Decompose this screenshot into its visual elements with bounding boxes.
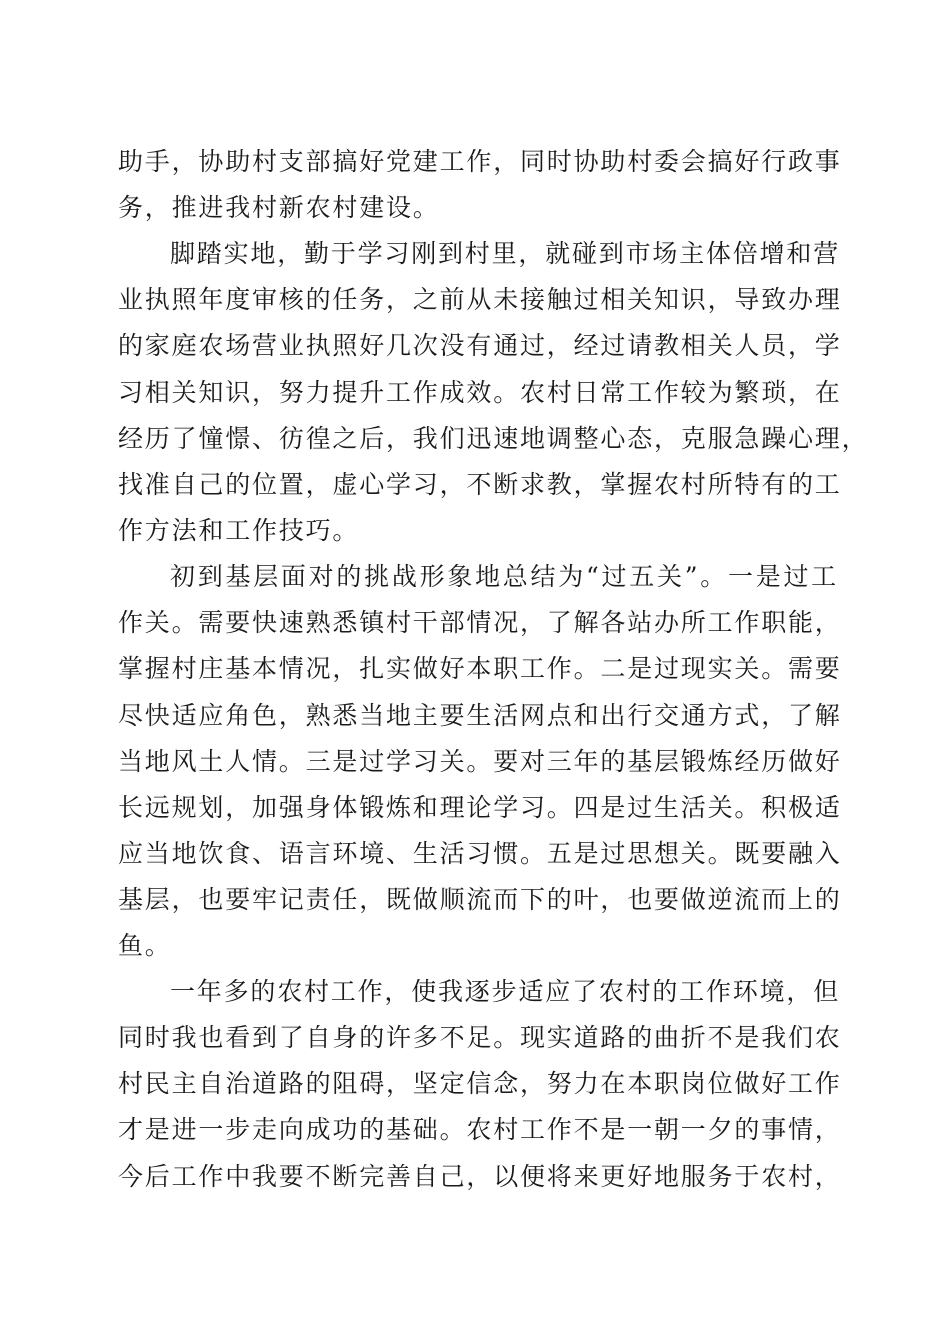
text-line: 今后工作中我要不断完善自己，以便将来更好地服务于农村，: [118, 1162, 842, 1191]
text-line: 业执照年度审核的任务，之前从未接触过相关知识，导致办理: [118, 285, 842, 314]
text-line: 作关。需要快速熟悉镇村干部情况，了解各站办所工作职能，: [118, 608, 842, 637]
text-line: 习相关知识，努力提升工作成效。农村日常工作较为繁琐，在: [118, 378, 842, 407]
text-line: 经历了憧憬、彷徨之后，我们迅速地调整心态，克服急躁心理，: [118, 424, 869, 453]
text-line: 当地风土人情。三是过学习关。要对三年的基层锻炼经历做好: [118, 747, 842, 776]
text-line: 基层，也要牢记责任，既做顺流而下的叶，也要做逆流而上的: [118, 885, 842, 914]
paragraph-first-line: 一年多的农村工作，使我逐步适应了农村的工作环境，但: [170, 977, 841, 1006]
text-line: 掌握村庄基本情况，扎实做好本职工作。二是过现实关。需要: [118, 654, 842, 683]
text-line: 才是进一步走向成功的基础。农村工作不是一朝一夕的事情，: [118, 1115, 842, 1144]
text-line: 鱼。: [118, 931, 172, 960]
paragraph-first-line: 初到基层面对的挑战形象地总结为“过五关”。一是过工: [170, 562, 838, 591]
text-line: 作方法和工作技巧。: [118, 516, 360, 545]
text-line: 的家庭农场营业执照好几次没有通过，经过请教相关人员，学: [118, 331, 842, 360]
text-line: 长远规划，加强身体锻炼和理论学习。四是过生活关。积极适: [118, 793, 842, 822]
text-line: 同时我也看到了自身的许多不足。现实道路的曲折不是我们农: [118, 1023, 842, 1052]
text-line: 应当地饮食、语言环境、生活习惯。五是过思想关。既要融入: [118, 839, 842, 868]
text-line: 村民主自治道路的阻碍，坚定信念，努力在本职岗位做好工作: [118, 1069, 842, 1098]
text-line: 务，推进我村新农村建设。: [118, 193, 440, 222]
paragraph-first-line: 脚踏实地，勤于学习刚到村里，就碰到市场主体倍增和营: [170, 239, 841, 268]
text-line: 助手，协助村支部搞好党建工作，同时协助村委会搞好行政事: [118, 147, 842, 176]
text-line: 找准自己的位置，虚心学习，不断求教，掌握农村所特有的工: [118, 470, 842, 499]
text-line: 尽快适应角色，熟悉当地主要生活网点和出行交通方式，了解: [118, 701, 842, 730]
